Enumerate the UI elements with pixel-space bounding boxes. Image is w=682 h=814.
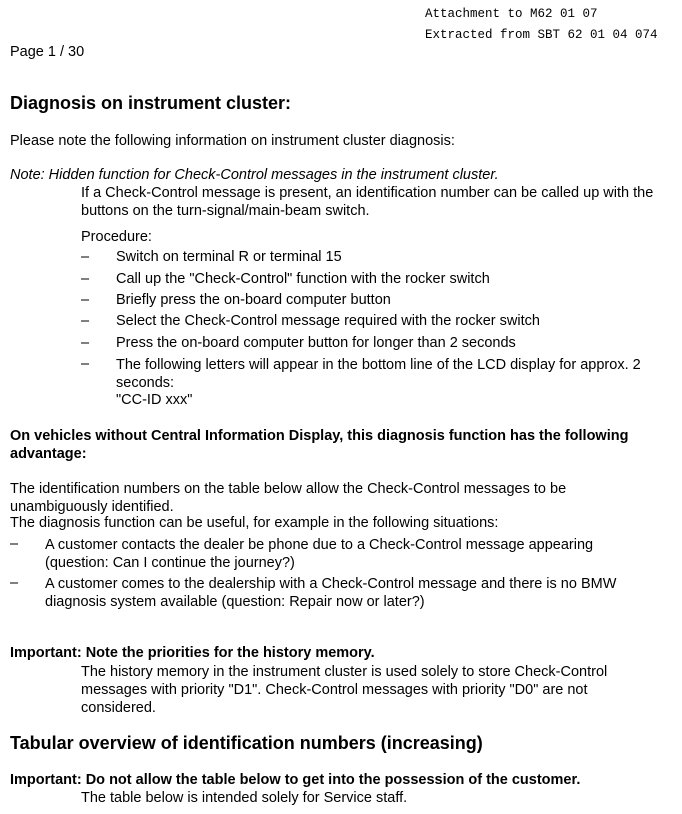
page-number: Page 1 / 30 <box>10 44 85 60</box>
important-history-body: The history memory in the instrument cluster is used solely to store Check-Control messages with priority "D1". Check-Control messages with priority "D0" are not considered. <box>81 664 608 716</box>
section-title-tabular-overview: Tabular overview of identification numbers (increasing) <box>10 733 483 753</box>
procedure-step: The following letters will appear in the bottom line of the LCD display for approx. 2 seconds: <box>116 357 641 391</box>
important-history-heading: Important: Note the priorities for the history memory. <box>10 645 375 661</box>
procedure-label: Procedure: <box>81 229 152 245</box>
note-body: If a Check-Control message is present, an identification number can be called up with the buttons on the turn-signal/main-beam switch. <box>81 185 654 219</box>
list-dash: – <box>10 536 19 552</box>
important-table-heading: Important: Do not allow the table below to get into the possession of the customer. <box>10 772 581 788</box>
advantage-para-2: The diagnosis function can be useful, for example in the following situations: <box>10 515 499 531</box>
list-dash: – <box>81 292 90 308</box>
procedure-step: Select the Check-Control message required with the rocker switch <box>116 313 540 329</box>
procedure-step: Switch on terminal R or terminal 15 <box>116 249 342 265</box>
important-table-body: The table below is intended solely for Service staff. <box>81 790 408 806</box>
section-title-diagnosis: Diagnosis on instrument cluster: <box>10 93 292 113</box>
list-dash: – <box>81 271 90 287</box>
advantage-para-1: The identification numbers on the table below allow the Check-Control messages to be unambiguously identified. <box>10 481 567 515</box>
list-dash: – <box>81 356 90 372</box>
extracted-reference: Extracted from SBT 62 01 04 074 <box>425 28 658 42</box>
intro-text: Please note the following information on instrument cluster diagnosis: <box>10 133 455 149</box>
procedure-step: Call up the "Check-Control" function with the rocker switch <box>116 271 490 287</box>
list-dash: – <box>81 335 90 351</box>
list-dash: – <box>81 249 90 265</box>
procedure-step: Press the on-board computer button for longer than 2 seconds <box>116 335 516 351</box>
situation-item: A customer comes to the dealership with a Check-Control message and there is no BMW diagnosis system available (question: Repair now or later?) <box>45 576 617 610</box>
note-text: Note: Hidden function for Check-Control messages in the instrument cluster. <box>10 167 499 183</box>
advantage-heading: On vehicles without Central Information Display, this diagnosis function has the following advantage: <box>10 428 629 462</box>
ccid-display-text: "CC-ID xxx" <box>116 392 193 408</box>
procedure-step: Briefly press the on-board computer button <box>116 292 391 308</box>
situation-item: A customer contacts the dealer be phone due to a Check-Control message appearing (question: Can I continue the journey?) <box>45 537 594 571</box>
attachment-reference: Attachment to M62 01 07 <box>425 7 598 21</box>
list-dash: – <box>10 575 19 591</box>
list-dash: – <box>81 313 90 329</box>
